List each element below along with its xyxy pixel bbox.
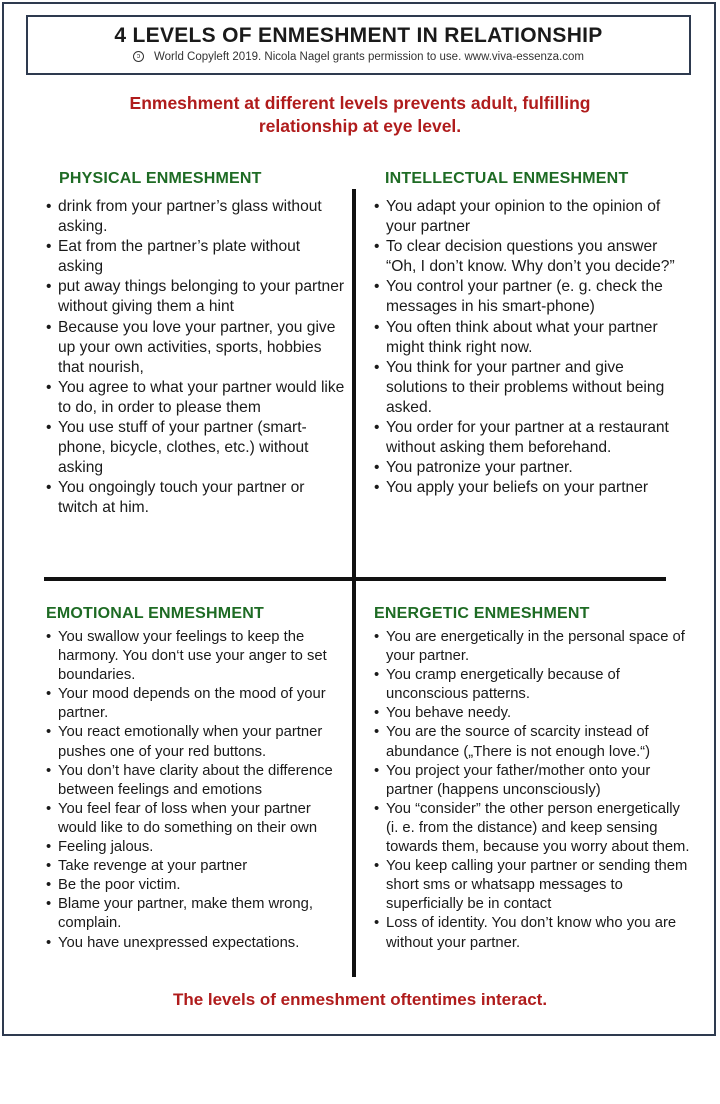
list-item: • Feeling jalous. xyxy=(46,838,346,857)
physical-list xyxy=(46,197,346,519)
list-item: • put away things belonging to your partner without giving them a hint xyxy=(46,277,346,317)
list-item: • You have unexpressed expectations. xyxy=(46,934,346,953)
emotional-heading: EMOTIONAL ENMESHMENT xyxy=(46,605,264,622)
list-item: • Your mood depends on the mood of your partner. xyxy=(46,685,346,723)
footer-note: The levels of enmeshment oftentimes interact. xyxy=(172,990,548,1009)
list-item: • Take revenge at your partner xyxy=(46,857,346,876)
intellectual-heading: INTELLECTUAL ENMESHMENT xyxy=(385,170,629,187)
copyleft-icon: ɔ xyxy=(133,51,144,62)
list-item: • You are the source of scarcity instead of abundance („There is not enough love.“) xyxy=(374,723,694,761)
list-item: • You order for your partner at a restaurant without asking them beforehand. xyxy=(374,418,684,458)
list-item: • You often think about what your partner might think right now. xyxy=(374,318,684,358)
list-item: • Because you love your partner, you give up your own activities, sports, hobbies that nourish, xyxy=(46,318,346,378)
list-item: • Loss of identity. You don’t know who you are without your partner. xyxy=(374,914,694,952)
page-title: 4 LEVELS OF ENMESHMENT IN RELATIONSHIP xyxy=(114,24,603,47)
list-item: • You patronize your partner. xyxy=(374,458,684,478)
list-item: • Blame your partner, make them wrong, complain. xyxy=(46,895,346,933)
copyright-line xyxy=(28,51,689,63)
list-item: • You control your partner (e. g. check the messages in his smart-phone) xyxy=(374,277,684,317)
list-item: • You cramp energetically because of unconscious patterns. xyxy=(374,666,694,704)
list-item: • You ongoingly touch your partner or twitch at him. xyxy=(46,478,346,518)
list-item: • To clear decision questions you answer “Oh, I don’t know. Why don’t you decide?” xyxy=(374,237,684,277)
list-item: • You feel fear of loss when your partner would like to do something on their own xyxy=(46,800,346,838)
list-item: • You adapt your opinion to the opinion of your partner xyxy=(374,197,684,237)
list-item: • You are energetically in the personal space of your partner. xyxy=(374,628,694,666)
list-item: • You behave needy. xyxy=(374,704,694,723)
list-item: • drink from your partner’s glass without asking. xyxy=(46,197,346,237)
list-item: • You don’t have clarity about the difference between feelings and emotions xyxy=(46,762,346,800)
list-item: • You agree to what your partner would like to do, in order to please them xyxy=(46,378,346,418)
list-item: • Eat from the partner’s plate without asking xyxy=(46,237,346,277)
list-item: • You keep calling your partner or sending them short sms or whatsapp messages to superficially be in contact xyxy=(374,857,694,914)
copyright-text: World Copyleft 2019. Nicola Nagel grants permission to use. www.viva-essenza.com xyxy=(154,51,584,63)
list-item: • You swallow your feelings to keep the harmony. You don‘t use your anger to set boundaries. xyxy=(46,628,346,685)
emotional-list xyxy=(46,628,346,953)
intellectual-list xyxy=(374,197,684,498)
vertical-divider xyxy=(352,189,356,977)
intro-line-2: relationship at eye level. xyxy=(258,116,462,136)
list-item: • You use stuff of your partner (smart-phone, bicycle, clothes, etc.) without asking xyxy=(46,418,346,478)
list-item: • You think for your partner and give solutions to their problems without being asked. xyxy=(374,358,684,418)
intro-line-1: Enmeshment at different levels prevents adult, fulfilling xyxy=(129,93,591,113)
horizontal-divider xyxy=(44,577,666,581)
intro-statement xyxy=(60,92,660,138)
title-box xyxy=(26,15,691,75)
list-item: • Be the poor victim. xyxy=(46,876,346,895)
list-item: • You apply your beliefs on your partner xyxy=(374,478,684,498)
list-item: • You “consider” the other person energetically (i. e. from the distance) and keep sensing towards them, because you worry about them. xyxy=(374,800,694,857)
list-item: • You project your father/mother onto your partner (happens unconsciously) xyxy=(374,762,694,800)
energetic-heading: ENERGETIC ENMESHMENT xyxy=(374,605,590,622)
physical-heading: PHYSICAL ENMESHMENT xyxy=(59,170,262,187)
energetic-list xyxy=(374,628,694,953)
list-item: • You react emotionally when your partner pushes one of your red buttons. xyxy=(46,723,346,761)
